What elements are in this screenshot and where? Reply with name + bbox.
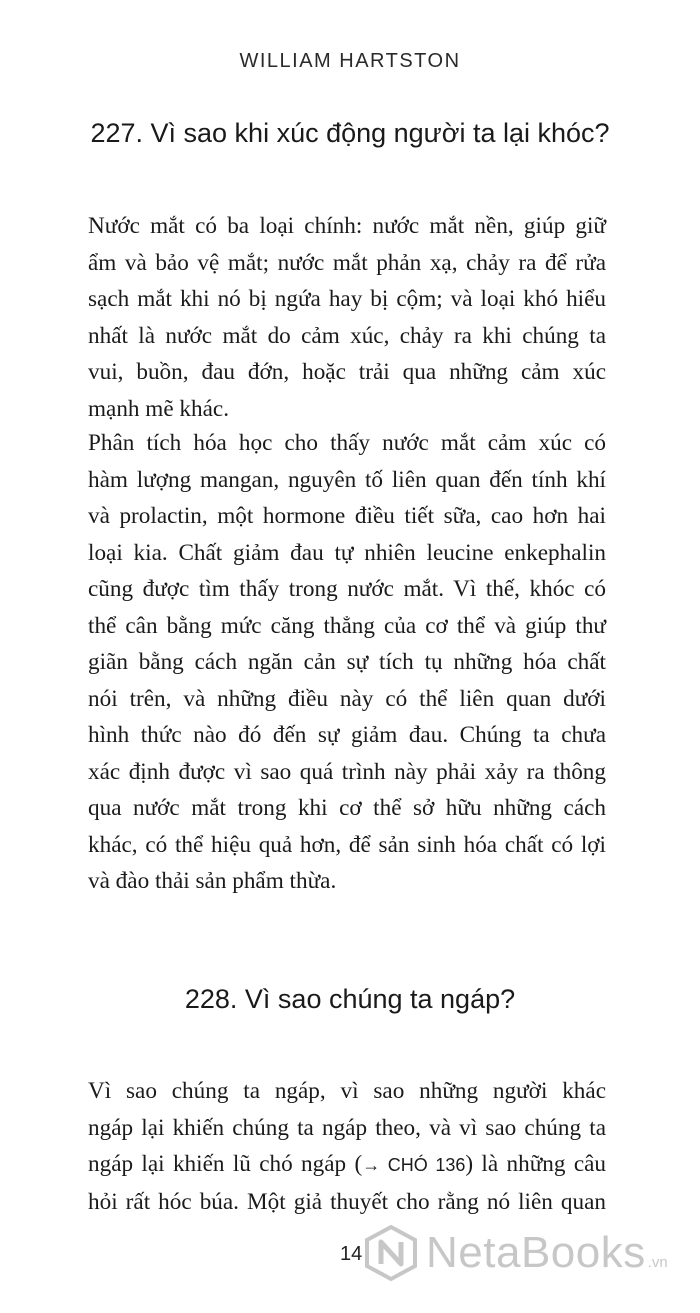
- cross-reference-link[interactable]: → CHÓ 136: [362, 1155, 466, 1175]
- text-line: mạnh mẽ khác.: [88, 395, 230, 422]
- text-line: và đào thải sản phẩm thừa.: [88, 868, 337, 894]
- watermark-suffix: .vn: [647, 1253, 668, 1271]
- text-line: và prolactin, một hormone điều tiết sữa, cao hơn hai: [88, 503, 606, 529]
- text-line: xác định được vì sao quá trình này phải xảy ra thông: [88, 758, 606, 785]
- text-line: Vì sao chúng ta ngáp, vì sao những người khác: [88, 1078, 606, 1104]
- text-line: ngáp lại khiến chúng ta ngáp theo, và vì sao chúng ta: [88, 1114, 606, 1141]
- text-line: cũng được tìm thấy trong nước mắt. Vì thế, khóc có: [88, 576, 606, 602]
- text-line: vui, buồn, đau đớn, hoặc trải qua những cảm xúc: [88, 359, 606, 385]
- paragraph: [88, 425, 606, 900]
- section-title: 227. Vì sao khi xúc động người ta lại khóc?: [90, 118, 610, 148]
- text-line: hỏi rất hóc búa. Một giả thuyết cho rằng nó liên quan: [88, 1188, 606, 1215]
- watermark: [362, 1218, 668, 1288]
- text-line: Nước mắt có ba loại chính: nước mắt nền, giúp giữ: [88, 213, 606, 239]
- text-fragment: ) là những câu: [465, 1151, 606, 1177]
- text-line: nhất là nước mắt do cảm xúc, chảy ra khi chúng ta: [88, 322, 606, 349]
- netabooks-n-logo-icon: [362, 1224, 420, 1282]
- text-line: sạch mắt khi nó bị ngứa hay bị cộm; và loại khó hiểu: [88, 286, 606, 312]
- paragraph: [88, 1073, 606, 1220]
- text-line: hình thức nào đó đến sự giảm đau. Chúng ta chưa: [88, 722, 606, 748]
- text-line: Phân tích hóa học cho thấy nước mắt cảm xúc có: [88, 430, 606, 456]
- text-line: loại kia. Chất giảm đau tự nhiên leucine enkephalin: [88, 539, 606, 566]
- text-line: thể cân bằng mức căng thẳng của cơ thể và giúp thư: [88, 612, 606, 639]
- text-fragment: ngáp lại khiến lũ chó ngáp (: [88, 1151, 363, 1177]
- section-title: 228. Vì sao chúng ta ngáp?: [184, 984, 516, 1014]
- text-line: nói trên, và những điều này có thể liên quan dưới: [88, 685, 606, 712]
- paragraph: [88, 208, 606, 427]
- text-line: qua nước mắt trong khi cơ thể sở hữu những cách: [88, 795, 606, 821]
- text-line: hàm lượng mangan, nguyên tố liên quan đến tính khí: [88, 466, 606, 493]
- page-number: 14: [340, 1243, 363, 1265]
- text-line: giãn bằng cách ngăn cản sự tích tụ những hóa chất: [88, 649, 606, 675]
- text-line: ẩm và bảo vệ mắt; nước mắt phản xạ, chảy ra để rửa: [88, 249, 606, 276]
- watermark-brand: NetaBooks: [426, 1228, 646, 1277]
- running-head: WILLIAM HARTSTON: [239, 50, 461, 72]
- text-line: khác, có thể hiệu quả hơn, để sản sinh hóa chất có lợi: [88, 831, 606, 858]
- text-line-with-cross-reference: [88, 1146, 606, 1184]
